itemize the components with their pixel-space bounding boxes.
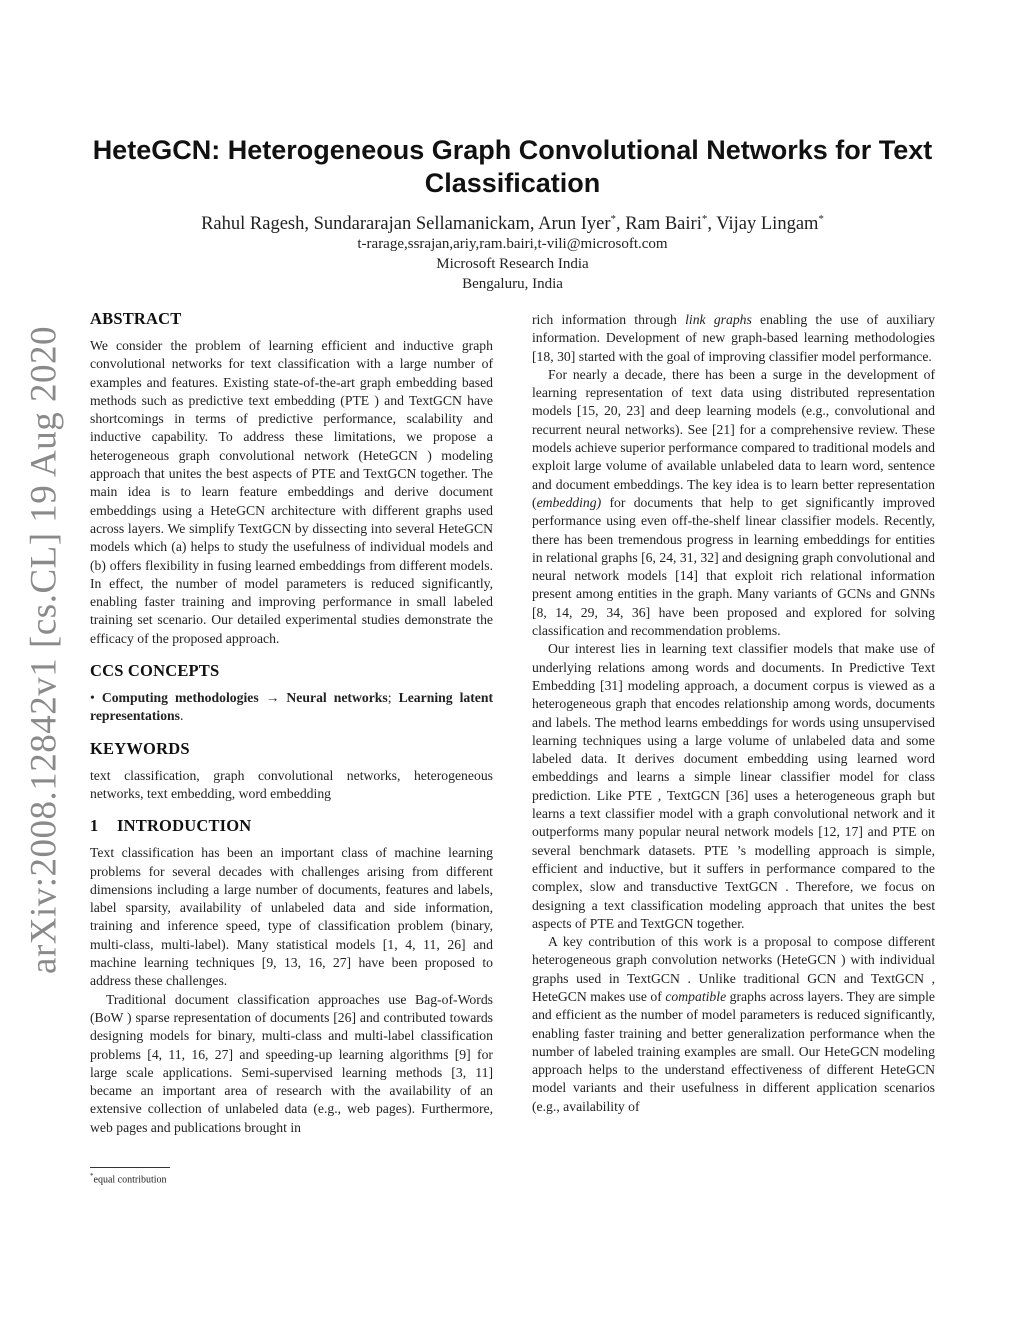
ccs-separator: ; — [387, 690, 392, 706]
equal-contribution-mark: * — [610, 213, 617, 225]
footnote-text: equal contribution — [93, 1174, 167, 1186]
abstract-text: We consider the problem of learning efficient and inductive graph convolutional networks for text classification with a large number of examples and features. Existing state-of-the-art graph embedding based methods such as predictive text embedding (PTE ) and TextGCN have shortcomings in terms of predictive performance, scalability and inductive capability. To address these limitations, we propose a heterogeneous graph convolutional network (HeteGCN ) modeling approach that unites the best aspects of PTE and TextGCN together. The main idea is to learn feature embeddings and derive document embeddings using a HeteGCN architecture with different graphs used across layers. We simplify TextGCN by dissecting into several HeteGCN models which (a) helps to study the usefulness of individual models and (b) offers flexibility in fusing learned embeddings from different models. In effect, the number of model parameters is reduced significantly, enabling faster training and improving performance in small labeled training set scenario. Our detailed experimental studies demonstrate the efficacy of the proposed approach. — [90, 338, 493, 646]
italic-text: embedding) — [536, 494, 602, 510]
ccs-arrow: → — [265, 690, 280, 706]
footnote — [90, 1172, 167, 1185]
author-names-1: Rahul Ragesh, Sundararajan Sellamanickam, Arun Iyer — [201, 214, 611, 235]
author-email: t-rarage,ssrajan,ariy,ram.bairi,t-vili@microsoft.com — [357, 236, 668, 252]
author-names-3: , Vijay Lingam — [707, 214, 819, 235]
italic-text: link graphs — [685, 312, 752, 327]
ccs-concept: Learning latent representations — [90, 690, 494, 724]
author-list — [90, 213, 935, 235]
ccs-concept: Neural networks — [286, 690, 388, 706]
keywords-heading: KEYWORDS — [90, 738, 190, 758]
footnote-divider — [90, 1167, 170, 1168]
text-run: enabling the use of auxiliary information. Development of new graph-based learning methodologies [18, 30] started with the goal of improving classifier model performance. — [532, 312, 936, 364]
arxiv-sidebar — [0, 0, 80, 1325]
ccs-concept: Computing methodologies — [101, 690, 259, 706]
text-run: for documents that help to get significantly improved performance using even off-the-shelf linear classifier models. Recently, there has been tremendous progress in learning embeddings for entities in relational graphs [6, 24, 31, 32] and designing graph convolutional and neural network models [14] that exploit rich relational information present among entities in the graph. Many variants of GCNs and GNNs [8, 14, 29, 34, 36] have been proposed and explored for solving classification and recommendation problems. — [532, 494, 935, 639]
text-run: graphs across layers. They are simple and efficient as the number of model parameters is reduced significantly, enabling faster training and better generalization performance when the number of labeled training examples are small. Our HeteGCN modeling approach helps to the understand effectiveness of different HeteGCN model variants and their usefulness in different application scenarios (e.g., availability of — [532, 988, 935, 1114]
footnote-mark: * — [90, 1172, 94, 1180]
paper-title: HeteGCN: Heterogeneous Graph Convolutional Networks for Text Classification — [92, 135, 933, 198]
introduction-heading — [90, 816, 493, 836]
ccs-heading: CCS CONCEPTS — [90, 661, 220, 681]
equal-contribution-mark: * — [701, 213, 708, 225]
body-paragraph — [532, 366, 935, 640]
text-run: rich information through — [532, 312, 686, 327]
section-number: 1 — [90, 816, 99, 836]
author-names-2: , Ram Bairi — [616, 214, 702, 235]
italic-text: compatible — [665, 988, 727, 1004]
left-column — [90, 309, 493, 1137]
equal-contribution-mark: * — [818, 213, 824, 225]
text-run: A key contribution of this work is a proposal to compose different heterogeneous graph convolution networks (HeteGCN ) with individual graphs used in TextGCN . Unlike traditional GCN and TextGCN , HeteGCN makes use of — [532, 934, 935, 1004]
author-location: Bengaluru, India — [462, 276, 563, 292]
arxiv-identifier: arXiv:2008.12842v1 [cs.CL] 19 Aug 2020 — [23, 326, 65, 974]
body-paragraph — [532, 933, 935, 1116]
section-title: INTRODUCTION — [117, 816, 252, 836]
body-paragraph: Our interest lies in learning text classifier models that make use of underlying relations among words and documents. In Predictive Text Embedding [31] modeling approach, a document corpus is viewed as a heterogeneous graph that encodes relationship among words, documents and labels. The method learns embeddings for words using unsupervised learning techniques using a large volume of unlabeled data and some labeled data. It derives document embedding using learned word embeddings and learns a simple linear classifier model for class prediction. Like PTE , TextGCN [36] uses a heterogeneous graph but learns a text classifier model with a graph convolutional network and it outperforms many popular neural network models [12, 17] and PTE on several benchmark datasets. PTE ’s modelling approach is simple, efficient and inductive, but it suffers in performance compared to the complex, slow and transductive TextGCN . Therefore, we focus on designing a text classification modeling approach that unites the best aspects of PTE and TextGCN together. — [532, 641, 935, 931]
intro-paragraph: Text classification has been an important class of machine learning problems for several decades with challenges arising from different dimensions including a large number of documents, features and labels, label sparsity, availability of unlabeled data and side information, training and inference speed, type of classification problem (binary, multi-class, multi-label). Many statistical models [1, 4, 11, 26] and machine learning techniques [9, 13, 16, 27] have been proposed to address these challenges. — [90, 845, 493, 989]
intro-paragraph: Traditional document classification approaches use Bag-of-Words (BoW ) sparse representation of documents [26] and contributed towards designing models for binary, multi-class and multi-label classification problems [4, 11, 16, 27] and speeding-up learning algorithms [9] for large scale applications. Semi-supervised learning methods [3, 11] became an important area of research with the availability of an extensive collection of unlabeled data (e.g., web pages). Furthermore, web pages and publications brought in — [90, 991, 493, 1135]
keywords-text: text classification, graph convolutional networks, heterogeneous networks, text embedding, word embedding — [90, 767, 493, 801]
ccs-bullet: • — [90, 690, 95, 706]
text-run: For nearly a decade, there has been a surge in the development of learning representation of text data using distributed representation models [15, 20, 23] and deep learning models (e.g., convolutional and recurrent neural networks). See [21] for a comprehensive review. These models achieve superior performance compared to traditional models and exploit large volume of available unlabeled data to learn word, sentence and document embeddings. The key idea is to learn better representation ( — [532, 366, 935, 510]
abstract-heading: ABSTRACT — [90, 309, 182, 328]
body-paragraph — [532, 311, 935, 366]
ccs-concepts — [90, 689, 493, 726]
ccs-end: . — [179, 708, 184, 724]
author-organization: Microsoft Research India — [436, 256, 589, 272]
right-column — [532, 311, 935, 1116]
